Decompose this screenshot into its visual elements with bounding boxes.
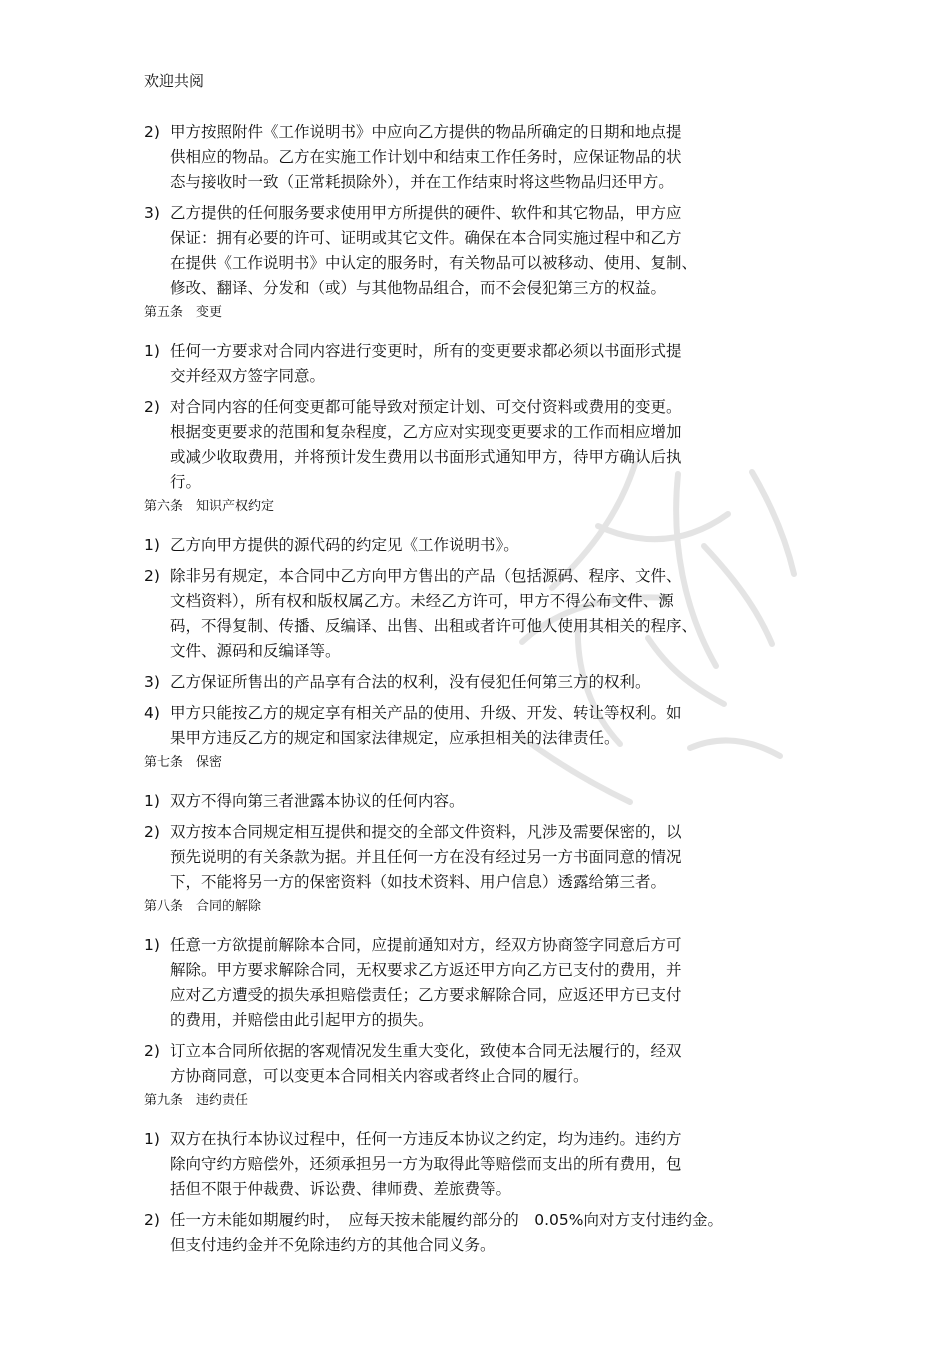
list-item-line: 任何一方要求对合同内容进行变更时，所有的变更要求都必须以书面形式提 — [170, 342, 682, 360]
clause-list — [144, 339, 804, 495]
list-item-number: 1) — [144, 936, 160, 954]
section-heading: 第七条 保密 — [144, 755, 223, 770]
clause-list — [144, 933, 804, 1089]
list-item-line: 根据变更要求的范围和复杂程度，乙方应对实现变更要求的工作而相应增加 — [170, 423, 682, 441]
list-item-line: 任一方未能如期履约时， 应每天按未能履约部分的 0.05%向对方支付违约金。 — [170, 1211, 723, 1229]
list-item-number: 1) — [144, 792, 160, 810]
list-item-line: 除非另有规定，本合同中乙方向甲方售出的产品（包括源码、程序、文件、 — [170, 567, 682, 585]
list-item — [144, 701, 804, 751]
section-heading: 第六条 知识产权约定 — [144, 499, 275, 514]
list-item-line: 行。 — [170, 473, 202, 491]
list-item — [144, 201, 804, 301]
list-item — [144, 933, 804, 1033]
list-item — [144, 670, 804, 695]
list-item-line: 括但不限于仲裁费、诉讼费、律师费、差旅费等。 — [170, 1180, 512, 1198]
list-item-line: 保证：拥有必要的许可、证明或其它文件。确保在本合同实施过程中和乙方 — [170, 229, 682, 247]
list-item-line: 文件、源码和反编译等。 — [170, 642, 341, 660]
list-item — [144, 1039, 804, 1089]
list-item — [144, 339, 804, 389]
list-item — [144, 1127, 804, 1202]
list-item-line: 双方按本合同规定相互提供和提交的全部文件资料，凡涉及需要保密的，以 — [170, 823, 682, 841]
list-item-line: 供相应的物品。乙方在实施工作计划中和结束工作任务时，应保证物品的状 — [170, 148, 682, 166]
list-item-number: 2) — [144, 823, 160, 841]
list-item-line: 双方在执行本协议过程中，任何一方违反本协议之约定，均为违约。违约方 — [170, 1130, 682, 1148]
list-item — [144, 564, 804, 664]
list-item-line: 修改、翻译、分发和（或）与其他物品组合，而不会侵犯第三方的权益。 — [170, 279, 667, 297]
list-item-line: 预先说明的有关条款为据。并且任何一方在没有经过另一方书面同意的情况 — [170, 848, 682, 866]
list-item-number: 1) — [144, 1130, 160, 1148]
list-item-line: 文档资料），所有权和版权属乙方。未经乙方许可，甲方不得公布文件、源 — [170, 592, 674, 610]
list-item-number: 2) — [144, 1042, 160, 1060]
list-item — [144, 789, 804, 814]
list-item-number: 1) — [144, 342, 160, 360]
list-item-number: 2) — [144, 1211, 160, 1229]
list-item-line: 解除。甲方要求解除合同，无权要求乙方返还甲方向乙方已支付的费用，并 — [170, 961, 682, 979]
clause-list — [144, 789, 804, 895]
list-item-line: 应对乙方遭受的损失承担赔偿责任；乙方要求解除合同，应返还甲方已支付 — [170, 986, 682, 1004]
list-item — [144, 1208, 804, 1258]
list-item-line: 甲方按照附件《工作说明书》中应向乙方提供的物品所确定的日期和地点提 — [170, 123, 682, 141]
list-item-number: 2) — [144, 398, 160, 416]
list-item-number: 3) — [144, 204, 160, 222]
document-body — [144, 120, 804, 1258]
list-item-line: 下，不能将另一方的保密资料（如技术资料、用户信息）透露给第三者。 — [170, 873, 667, 891]
list-item-number: 4) — [144, 704, 160, 722]
list-item-line: 双方不得向第三者泄露本协议的任何内容。 — [170, 792, 465, 810]
list-item-line: 交并经双方签字同意。 — [170, 367, 326, 385]
clause-list — [144, 533, 804, 751]
list-item-line: 除向守约方赔偿外，还须承担另一方为取得此等赔偿而支出的所有费用，包 — [170, 1155, 682, 1173]
list-item-number: 2) — [144, 123, 160, 141]
list-item-line: 果甲方违反乙方的规定和国家法律规定，应承担相关的法律责任。 — [170, 729, 620, 747]
section-heading: 第九条 违约责任 — [144, 1093, 249, 1108]
list-item-line: 的费用，并赔偿由此引起甲方的损失。 — [170, 1011, 434, 1029]
list-item-line: 态与接收时一致（正常耗损除外），并在工作结束时将这些物品归还甲方。 — [170, 173, 674, 191]
list-item-number: 1) — [144, 536, 160, 554]
section-heading: 第八条 合同的解除 — [144, 899, 262, 914]
list-item — [144, 120, 804, 195]
list-item-number: 3) — [144, 673, 160, 691]
list-item-line: 但支付违约金并不免除违约方的其他合同义务。 — [170, 1236, 496, 1254]
list-item — [144, 820, 804, 895]
list-item-line: 码，不得复制、传播、反编译、出售、出租或者许可他人使用其相关的程序、 — [170, 617, 698, 635]
list-item-line: 乙方向甲方提供的源代码的约定见《工作说明书》。 — [170, 536, 519, 554]
list-item-number: 2) — [144, 567, 160, 585]
page-header: 欢迎共阅 — [144, 72, 205, 90]
list-item-line: 任意一方欲提前解除本合同，应提前通知对方，经双方协商签字同意后方可 — [170, 936, 682, 954]
list-item-line: 订立本合同所依据的客观情况发生重大变化，致使本合同无法履行的，经双 — [170, 1042, 682, 1060]
list-item-line: 在提供《工作说明书》中认定的服务时，有关物品可以被移动、使用、复制、 — [170, 254, 698, 272]
section-heading: 第五条 变更 — [144, 305, 223, 320]
clause-list — [144, 120, 804, 301]
list-item — [144, 533, 804, 558]
list-item-line: 对合同内容的任何变更都可能导致对预定计划、可交付资料或费用的变更。 — [170, 398, 682, 416]
list-item-line: 乙方保证所售出的产品享有合法的权利，没有侵犯任何第三方的权利。 — [170, 673, 651, 691]
list-item — [144, 395, 804, 495]
list-item-line: 甲方只能按乙方的规定享有相关产品的使用、升级、开发、转让等权利。如 — [170, 704, 682, 722]
list-item-line: 方协商同意，可以变更本合同相关内容或者终止合同的履行。 — [170, 1067, 589, 1085]
list-item-line: 或减少收取费用，并将预计发生费用以书面形式通知甲方，待甲方确认后执 — [170, 448, 682, 466]
list-item-line: 乙方提供的任何服务要求使用甲方所提供的硬件、软件和其它物品，甲方应 — [170, 204, 682, 222]
clause-list — [144, 1127, 804, 1258]
